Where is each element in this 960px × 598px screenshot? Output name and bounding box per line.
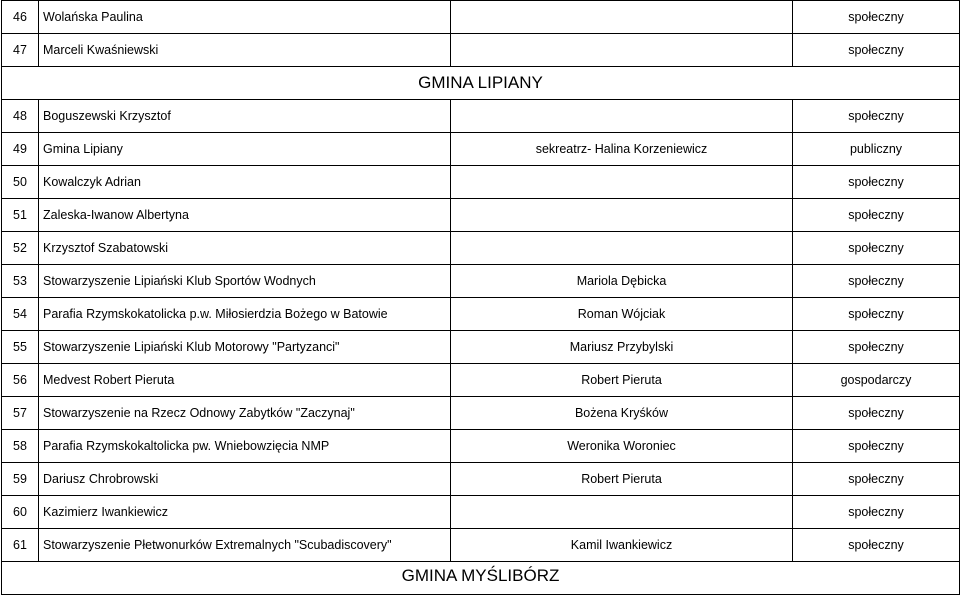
row-name: Medvest Robert Pieruta: [39, 364, 451, 397]
table-row: [2, 1, 960, 34]
section-header-mysliborz: GMINA MYŚLIBÓRZ: [2, 562, 960, 595]
row-number: 49: [2, 133, 39, 166]
row-contact: [451, 199, 793, 232]
row-name: Kazimierz Iwankiewicz: [39, 496, 451, 529]
row-type: gospodarczy: [793, 364, 960, 397]
row-number: 47: [2, 34, 39, 67]
row-contact: Kamil Iwankiewicz: [451, 529, 793, 562]
row-number: 52: [2, 232, 39, 265]
row-contact: [451, 100, 793, 133]
section-header-lipiany: GMINA LIPIANY: [2, 67, 960, 100]
row-contact: [451, 34, 793, 67]
row-name: Dariusz Chrobrowski: [39, 463, 451, 496]
row-type: społeczny: [793, 463, 960, 496]
table-row: [2, 298, 960, 331]
row-name: Gmina Lipiany: [39, 133, 451, 166]
row-number: 61: [2, 529, 39, 562]
row-name: Marceli Kwaśniewski: [39, 34, 451, 67]
row-contact: Roman Wójciak: [451, 298, 793, 331]
row-number: 51: [2, 199, 39, 232]
row-number: 48: [2, 100, 39, 133]
row-type: publiczny: [793, 133, 960, 166]
table-row: [2, 529, 960, 562]
row-type: społeczny: [793, 529, 960, 562]
table-row: [2, 463, 960, 496]
row-type: społeczny: [793, 34, 960, 67]
row-name: Stowarzyszenie Lipiański Klub Motorowy "Partyzanci": [39, 331, 451, 364]
row-type: społeczny: [793, 496, 960, 529]
row-contact: [451, 496, 793, 529]
table-row: [2, 397, 960, 430]
table-row: [2, 34, 960, 67]
table-row: [2, 232, 960, 265]
row-contact: Mariusz Przybylski: [451, 331, 793, 364]
table-row: [2, 199, 960, 232]
row-type: społeczny: [793, 166, 960, 199]
table-row: [2, 166, 960, 199]
table-row: [2, 100, 960, 133]
row-name: Stowarzyszenie na Rzecz Odnowy Zabytków "Zaczynaj": [39, 397, 451, 430]
row-type: społeczny: [793, 331, 960, 364]
row-contact: Bożena Kryśków: [451, 397, 793, 430]
row-type: społeczny: [793, 1, 960, 34]
section-row: [2, 67, 960, 100]
row-number: 58: [2, 430, 39, 463]
row-type: społeczny: [793, 265, 960, 298]
row-name: Zaleska-Iwanow Albertyna: [39, 199, 451, 232]
row-type: społeczny: [793, 232, 960, 265]
section-row: [2, 562, 960, 595]
row-type: społeczny: [793, 298, 960, 331]
row-number: 57: [2, 397, 39, 430]
row-number: 59: [2, 463, 39, 496]
row-contact: Robert Pieruta: [451, 364, 793, 397]
row-number: 53: [2, 265, 39, 298]
table-row: [2, 430, 960, 463]
row-contact: Mariola Dębicka: [451, 265, 793, 298]
row-name: Parafia Rzymskokaltolicka pw. Wniebowzięcia NMP: [39, 430, 451, 463]
row-name: Kowalczyk Adrian: [39, 166, 451, 199]
row-type: społeczny: [793, 397, 960, 430]
row-name: Parafia Rzymskokatolicka p.w. Miłosierdzia Bożego w Batowie: [39, 298, 451, 331]
row-name: Boguszewski Krzysztof: [39, 100, 451, 133]
row-contact: [451, 232, 793, 265]
row-number: 50: [2, 166, 39, 199]
row-type: społeczny: [793, 430, 960, 463]
table-row: [2, 364, 960, 397]
row-contact: sekreatrz- Halina Korzeniewicz: [451, 133, 793, 166]
row-contact: [451, 166, 793, 199]
row-number: 60: [2, 496, 39, 529]
table-row: [2, 265, 960, 298]
table-row: [2, 331, 960, 364]
row-number: 56: [2, 364, 39, 397]
row-name: Stowarzyszenie Lipiański Klub Sportów Wodnych: [39, 265, 451, 298]
row-contact: Robert Pieruta: [451, 463, 793, 496]
row-contact: [451, 1, 793, 34]
row-number: 55: [2, 331, 39, 364]
row-name: Stowarzyszenie Płetwonurków Extremalnych "Scubadiscovery": [39, 529, 451, 562]
row-type: społeczny: [793, 100, 960, 133]
table-body: [2, 1, 960, 595]
row-number: 54: [2, 298, 39, 331]
row-name: Krzysztof Szabatowski: [39, 232, 451, 265]
row-type: społeczny: [793, 199, 960, 232]
participants-table: [1, 0, 960, 595]
row-contact: Weronika Woroniec: [451, 430, 793, 463]
table-row: [2, 133, 960, 166]
row-number: 46: [2, 1, 39, 34]
row-name: Wolańska Paulina: [39, 1, 451, 34]
table-row: [2, 496, 960, 529]
